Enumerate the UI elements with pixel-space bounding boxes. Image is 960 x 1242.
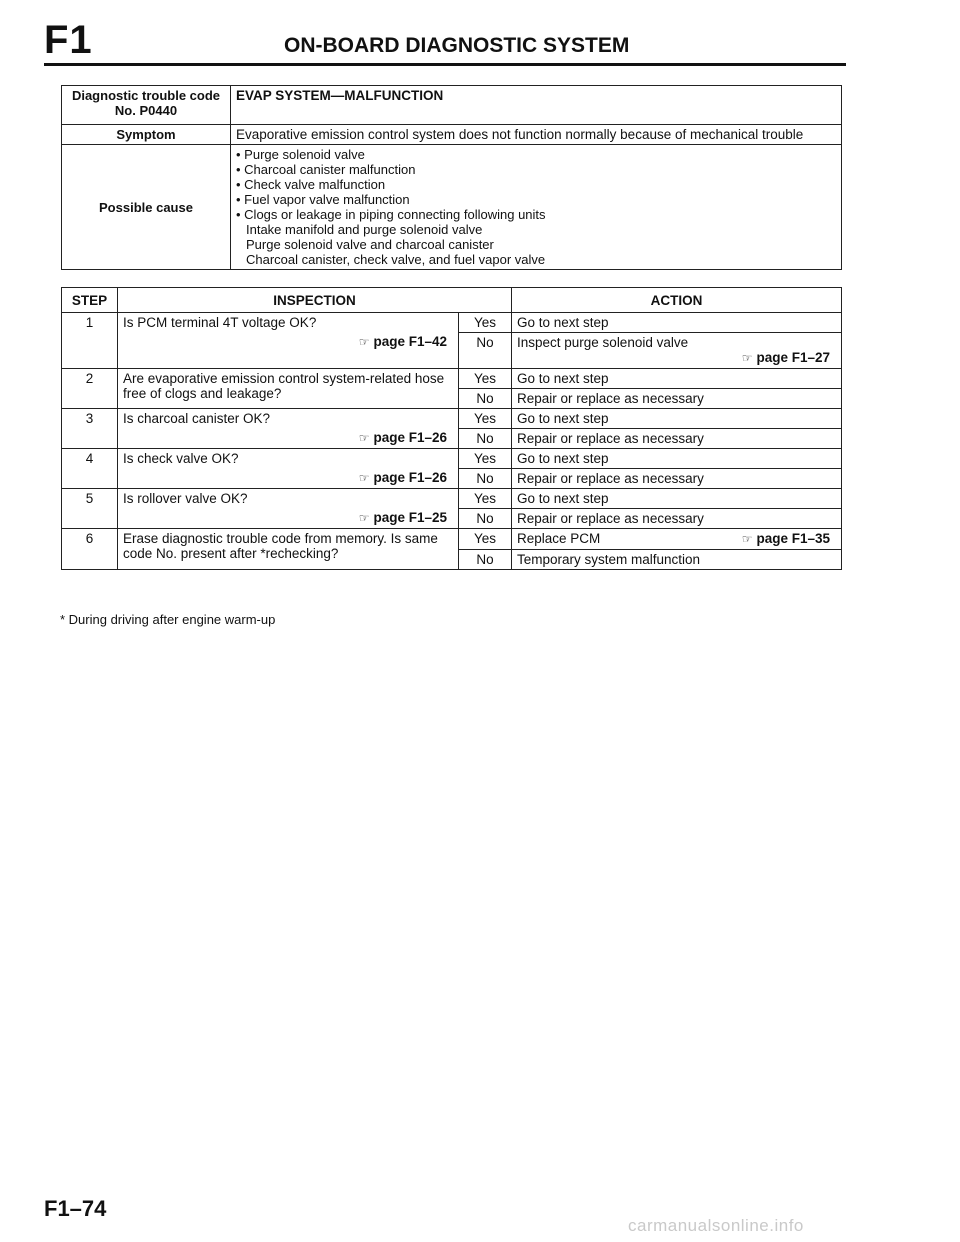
table-row — [62, 313, 842, 333]
dtc-value: EVAP SYSTEM—MALFUNCTION — [231, 86, 842, 125]
table-row — [62, 449, 842, 469]
inspection-cell — [118, 313, 459, 369]
yes-action-text: Go to next step — [517, 451, 609, 466]
header-rule — [44, 63, 846, 66]
no-label: No — [459, 389, 512, 409]
no-label: No — [459, 550, 512, 570]
step-number: 2 — [62, 369, 118, 409]
pointing-hand-icon: ☞ — [358, 431, 370, 445]
no-action-text: Repair or replace as necessary — [517, 391, 704, 406]
inspection-text: Is charcoal canister OK? — [123, 411, 271, 426]
yes-action-text: Go to next step — [517, 491, 609, 506]
inspection-text: Is rollover valve OK? — [123, 491, 248, 506]
inspection-cell — [118, 369, 459, 409]
inspection-text: Are evaporative emission control system-related hose free of clogs and leakage? — [123, 371, 445, 401]
header-action: ACTION — [512, 288, 842, 313]
step-number: 5 — [62, 489, 118, 529]
no-action-text: Inspect purge solenoid valve — [517, 335, 689, 350]
no-action — [512, 333, 842, 369]
cause-subitem: Purge solenoid valve and charcoal canister — [246, 237, 494, 252]
yes-action-text: Replace PCM — [517, 531, 601, 546]
possible-cause-list — [231, 145, 842, 270]
table-row — [62, 409, 842, 429]
page-reference-text: page F1–35 — [756, 531, 830, 546]
cause-list — [236, 147, 836, 222]
pointing-hand-icon: ☞ — [741, 532, 753, 546]
page-reference — [517, 350, 836, 366]
cause-item: • Fuel vapor valve malfunction — [236, 192, 836, 207]
no-label: No — [459, 509, 512, 529]
inspection-cell — [118, 449, 459, 489]
possible-cause-label: Possible cause — [62, 145, 231, 270]
no-action-text: Repair or replace as necessary — [517, 471, 704, 486]
cause-item: • Charcoal canister malfunction — [236, 162, 836, 177]
no-label: No — [459, 429, 512, 449]
symptom-label: Symptom — [62, 125, 231, 145]
watermark: carmanualsonline.info — [628, 1216, 804, 1235]
page-reference — [123, 334, 453, 350]
section-code: F1 — [44, 18, 93, 62]
page-reference-text: page F1–26 — [373, 430, 447, 445]
no-action-text: Temporary system malfunction — [517, 552, 701, 567]
no-label: No — [459, 469, 512, 489]
step-number: 6 — [62, 529, 118, 570]
page-reference — [123, 510, 453, 526]
inspection-cell — [118, 489, 459, 529]
yes-action — [512, 313, 842, 333]
pointing-hand-icon: ☞ — [358, 511, 370, 525]
yes-label: Yes — [459, 369, 512, 389]
step-number: 4 — [62, 449, 118, 489]
page-reference-text: page F1–25 — [373, 510, 447, 525]
pointing-hand-icon: ☞ — [358, 335, 370, 349]
page-reference-text: page F1–27 — [756, 350, 830, 365]
page-reference-text: page F1–42 — [373, 334, 447, 349]
yes-action — [512, 369, 842, 389]
yes-label: Yes — [459, 529, 512, 550]
pointing-hand-icon: ☞ — [741, 351, 753, 365]
cause-subitem: Charcoal canister, check valve, and fuel vapor valve — [246, 252, 546, 267]
yes-action — [512, 409, 842, 429]
symptom-value: Evaporative emission control system does not function normally because of mechanical trouble — [231, 125, 842, 145]
yes-label: Yes — [459, 489, 512, 509]
footnote: * During driving after engine warm-up — [60, 612, 276, 627]
yes-label: Yes — [459, 313, 512, 333]
yes-action-text: Go to next step — [517, 411, 609, 426]
cause-item: • Clogs or leakage in piping connecting following units — [236, 207, 836, 222]
no-action — [512, 509, 842, 529]
yes-action — [512, 449, 842, 469]
header-step: STEP — [62, 288, 118, 313]
yes-action — [512, 529, 842, 550]
cause-subitems — [236, 222, 836, 267]
yes-label: Yes — [459, 409, 512, 429]
no-action — [512, 550, 842, 570]
cause-subitem: Intake manifold and purge solenoid valve — [246, 222, 483, 237]
page-reference — [742, 531, 836, 547]
table-row — [62, 529, 842, 550]
table-row — [62, 369, 842, 389]
inspection-table — [61, 287, 842, 570]
no-label: No — [459, 333, 512, 369]
inspection-cell — [118, 529, 459, 570]
page-title: ON-BOARD DIAGNOSTIC SYSTEM — [284, 34, 630, 57]
step-number: 3 — [62, 409, 118, 449]
table-row — [62, 489, 842, 509]
no-action-text: Repair or replace as necessary — [517, 431, 704, 446]
inspection-cell — [118, 409, 459, 449]
cause-item: • Purge solenoid valve — [236, 147, 836, 162]
no-action — [512, 429, 842, 449]
no-action — [512, 469, 842, 489]
pointing-hand-icon: ☞ — [358, 471, 370, 485]
inspection-text: Erase diagnostic trouble code from memory. Is same code No. present after *rechecking? — [123, 531, 438, 561]
page-reference-text: page F1–26 — [373, 470, 447, 485]
inspection-text: Is PCM terminal 4T voltage OK? — [123, 315, 317, 330]
cause-item: • Check valve malfunction — [236, 177, 836, 192]
header-inspection: INSPECTION — [118, 288, 512, 313]
step-number: 1 — [62, 313, 118, 369]
no-action — [512, 389, 842, 409]
dtc-info-table — [61, 85, 842, 270]
yes-label: Yes — [459, 449, 512, 469]
dtc-label: Diagnostic trouble code No. P0440 — [62, 86, 231, 125]
yes-action-text: Go to next step — [517, 315, 609, 330]
yes-action-text: Go to next step — [517, 371, 609, 386]
page-number: F1–74 — [44, 1196, 107, 1221]
no-action-text: Repair or replace as necessary — [517, 511, 704, 526]
page-reference — [123, 470, 453, 486]
page-reference — [123, 430, 453, 446]
yes-action — [512, 489, 842, 509]
inspection-text: Is check valve OK? — [123, 451, 239, 466]
